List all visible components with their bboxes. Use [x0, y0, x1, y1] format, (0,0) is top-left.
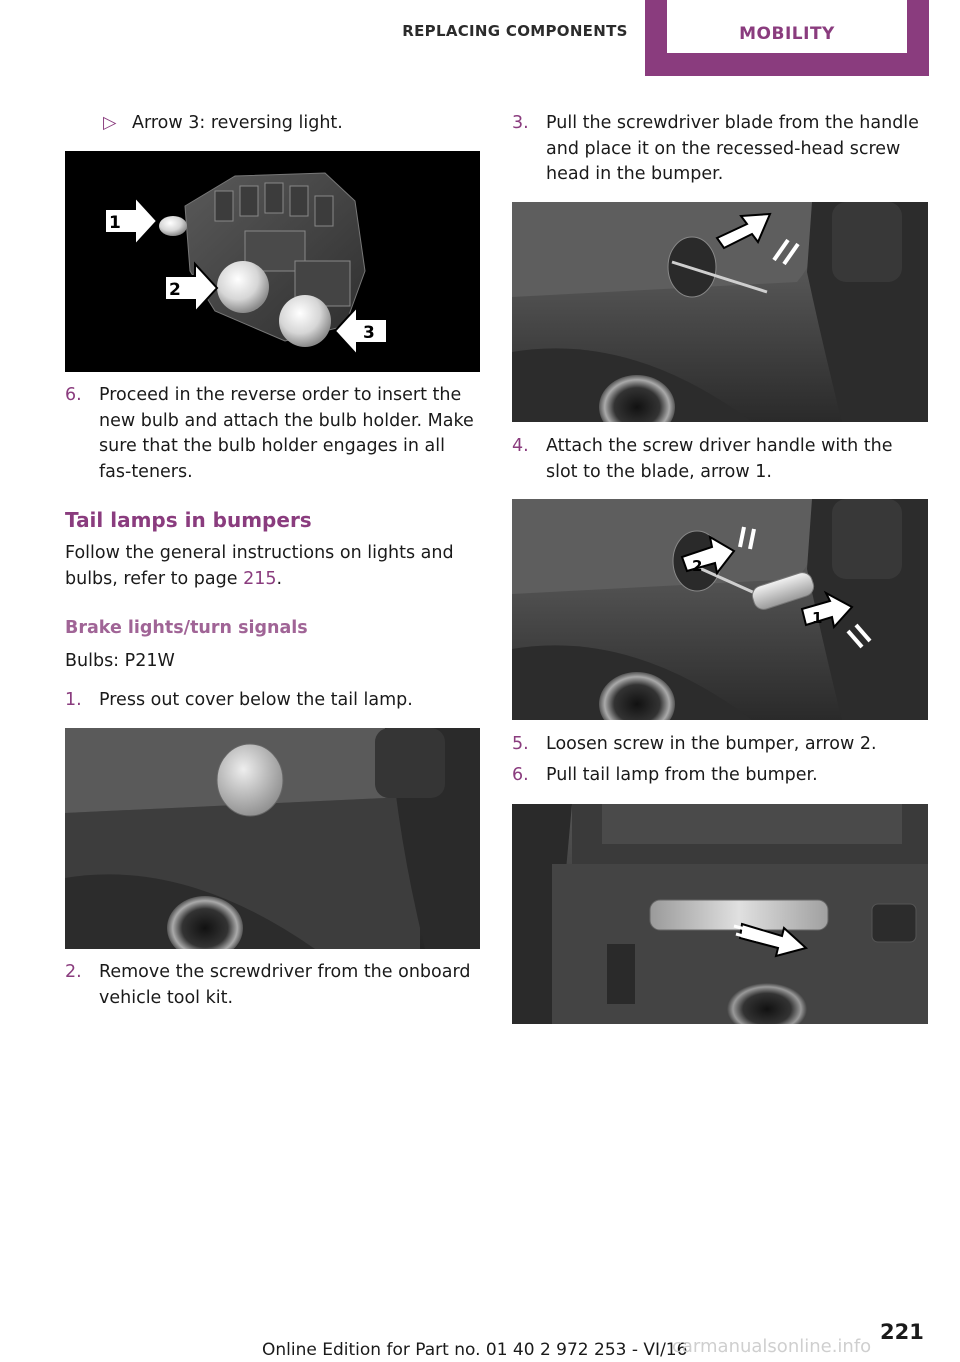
page-reference-link[interactable]: 215: [243, 568, 277, 589]
step-number: 2.: [65, 962, 82, 982]
screwdriver-blade-illustration: [512, 202, 928, 422]
step-item: [512, 434, 928, 485]
step-number: 5.: [512, 734, 529, 754]
bumper-cover-illustration: [65, 728, 480, 949]
step-item: [512, 111, 928, 188]
section-heading: Tail lamps in bumpers: [65, 508, 312, 532]
step-text: Loosen screw in the bumper, arrow 2.: [546, 734, 877, 754]
step-item: [65, 960, 480, 1011]
step-number: 4.: [512, 436, 529, 456]
callout-label-2: 2: [169, 280, 181, 300]
callout-label-1: 1: [812, 609, 823, 627]
step-item: [512, 763, 928, 789]
header-section-title: REPLACING COMPONENTS: [402, 22, 628, 40]
intro-end: .: [276, 568, 283, 589]
callout-label-1: 1: [109, 213, 121, 233]
step-text: Attach the screw driver handle with the slot to the blade, arrow 1.: [546, 436, 893, 482]
step-number: 6.: [512, 765, 529, 785]
step-text: Pull the screwdriver blade from the handle and place it on the recessed-head screw head in the bumper.: [546, 113, 919, 184]
page-number: 221: [880, 1320, 924, 1344]
figure-tail-lamp-removal: [512, 804, 928, 1024]
intro-paragraph: [65, 541, 480, 592]
figure-bulb-holder: [65, 151, 480, 372]
bullet-marker: ▷: [103, 113, 117, 133]
step-item: [65, 688, 480, 714]
step-item: [65, 383, 480, 485]
step-number: 6.: [65, 385, 82, 405]
callout-label-2: 2: [692, 557, 703, 575]
step-text: Press out cover below the tail lamp.: [99, 690, 413, 710]
bullet-item: [65, 111, 480, 137]
step-text: Remove the screwdriver from the onboard vehicle tool kit.: [99, 962, 471, 1008]
intro-text: Follow the general instructions on lights and bulbs, refer to page: [65, 543, 454, 589]
bullet-text: Arrow 3: reversing light.: [132, 113, 343, 133]
step-text: Pull tail lamp from the bumper.: [546, 765, 818, 785]
watermark: carmanualsonline.info: [672, 1336, 872, 1357]
callout-label-3: 3: [363, 323, 375, 343]
chapter-tab[interactable]: [645, 0, 929, 76]
tail-lamp-removal-illustration: [512, 804, 928, 1024]
subsection-heading: Brake lights/turn signals: [65, 618, 308, 638]
step-number: 1.: [65, 690, 82, 710]
figure-screwdriver-blade: [512, 202, 928, 422]
step-item: [512, 732, 928, 758]
bulb-holder-illustration: [65, 151, 480, 372]
step-text: Proceed in the reverse order to insert the new bulb and attach the bulb holder. Make sure that the bulb holder engages in all fas‐teners.: [99, 385, 474, 482]
edition-footer: Online Edition for Part no. 01 40 2 972 253 - VI/16: [262, 1340, 688, 1360]
bulb-type: Bulbs: P21W: [65, 651, 175, 671]
screwdriver-handle-illustration: [512, 499, 928, 720]
chapter-tab-label: MOBILITY: [667, 0, 907, 53]
step-number: 3.: [512, 113, 529, 133]
figure-bumper-cover: [65, 728, 480, 949]
figure-screwdriver-handle: [512, 499, 928, 720]
